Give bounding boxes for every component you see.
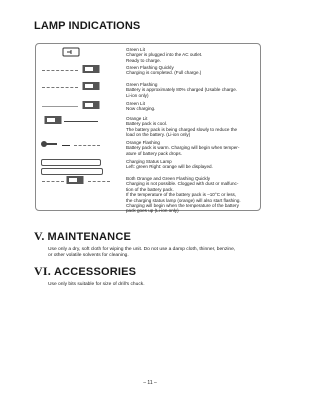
section-title-lamp-indications: LAMP INDICATIONS <box>34 20 141 32</box>
battery-icon <box>82 64 100 74</box>
section-title: MAINTENANCE <box>47 231 132 243</box>
section-heading-accessories <box>34 264 136 279</box>
thermometer-icon <box>40 139 58 149</box>
lamp-row-text: Charging will begin when the temperature of the battery <box>126 203 239 209</box>
maintenance-line: Use only a dry, soft cloth for wiping the unit. Do not use a damp cloth, thinner, benzine, <box>48 247 236 252</box>
lamp-row-text: Green Lit <box>126 47 145 52</box>
lamp-row-text: Green Flashing Quickly <box>126 65 174 70</box>
flashing-lamp-indicator <box>42 70 78 73</box>
lamp-row-text: pack goes up (Li-ion only) <box>126 208 179 214</box>
lamp-row-text: Charging is not possible. Clogged with dust or malfunc- <box>126 181 239 187</box>
flashing-lamp-indicator <box>42 181 64 184</box>
maintenance-line: or other volatile solvents for cleaning. <box>48 253 129 258</box>
lamp-row-text: Charging is completed. (Full charge.) <box>126 70 202 76</box>
battery-icon <box>66 175 84 185</box>
battery-icon <box>82 81 100 91</box>
section-heading-maintenance <box>34 229 131 244</box>
lamp-row-text: tion of the battery pack. <box>126 186 174 192</box>
lamp-row-text: Battery pack is warm. Charging will begin when temper- <box>126 145 240 151</box>
lamp-row-text: Li-ion only) <box>126 92 149 98</box>
lamp-row-text: Ready to charge. <box>126 57 161 63</box>
row-icons <box>36 47 126 61</box>
lamp-row-text: Both Orange and Green Flashing Quickly <box>126 176 211 181</box>
charging-status-lamp-icon <box>41 159 101 166</box>
lamp-row-text: Battery is approximately 80% charged (Usable charge. <box>126 87 238 93</box>
battery-icon <box>82 100 100 110</box>
maintenance-body <box>48 247 268 259</box>
flashing-lamp-indicator <box>42 87 78 90</box>
lamp-row-text: Now charging. <box>126 106 156 112</box>
lamp-row-text: the charging status lamp (orange) will also start flashing. <box>126 197 241 203</box>
lamp-indicator-segment <box>62 145 70 148</box>
section-numeral: V. <box>34 229 45 243</box>
accessories-line: Use only bits suitable for size of drill's chuck. <box>48 282 145 287</box>
lamp-row-text: Green Flashing <box>126 82 158 87</box>
lamp-row-text: Green Lit <box>126 101 145 106</box>
accessories-body <box>48 282 268 288</box>
lit-lamp-indicator <box>42 106 78 107</box>
lamp-row-text: Left: green Right: orange will be displayed. <box>126 164 213 170</box>
charging-status-lamp-icon <box>41 168 103 175</box>
lamp-row-text: Orange Flashing <box>126 140 160 145</box>
flashing-lamp-indicator <box>74 145 100 148</box>
section-title: ACCESSORIES <box>53 266 137 278</box>
lamp-row-text: load on the battery. (Li-ion only) <box>126 132 191 138</box>
lamp-indications-panel <box>35 43 261 214</box>
section-numeral: VI. <box>34 264 51 278</box>
lamp-row-text: Battery pack is cool. <box>126 121 168 127</box>
lamp-row-text: ature of battery pack drops. <box>126 150 182 156</box>
lamp-row-text: If the temperature of the battery pack is –10°C or less, <box>126 192 237 198</box>
lamp-row-text: The battery pack is being charged slowly to reduce the <box>126 126 238 132</box>
charger-icon <box>62 47 80 57</box>
lamp-row-text: Orange Lit <box>126 116 148 121</box>
battery-icon <box>44 115 62 125</box>
page-number: – 11 – <box>143 380 157 386</box>
flashing-lamp-indicator <box>88 181 110 184</box>
lamp-row-text: Charger is plugged into the AC outlet. <box>126 52 203 58</box>
lit-lamp-indicator <box>64 121 98 122</box>
lamp-row-text: Charging Status Lamp <box>126 159 172 164</box>
